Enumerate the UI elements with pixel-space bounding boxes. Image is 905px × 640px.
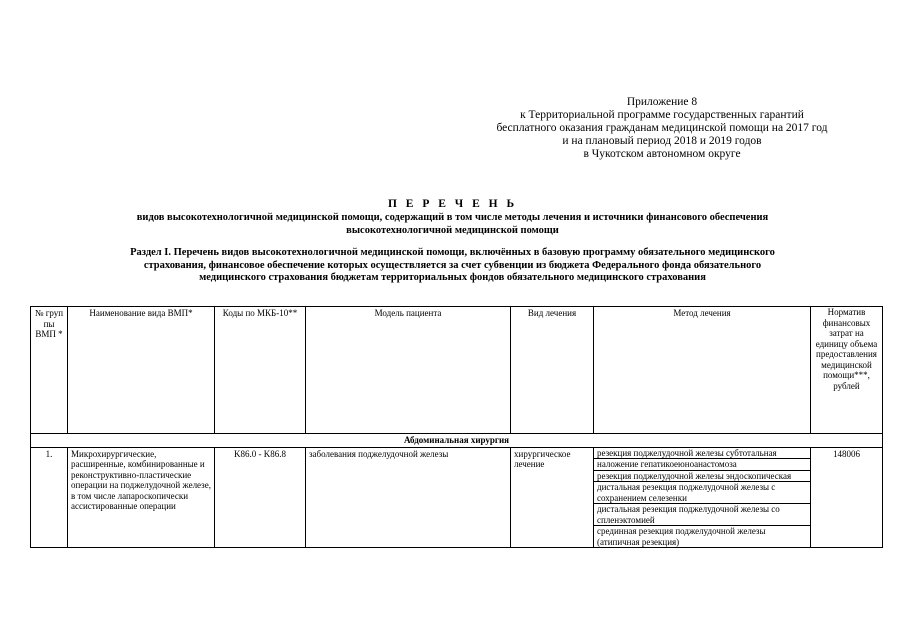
document-subtitle	[0, 212, 905, 237]
section-line: медицинского страхования бюджетам территориальных фондов обязательного медицинского страхования	[199, 272, 706, 283]
row-norm: 148006	[811, 447, 883, 548]
method-item: резекция поджелудочной железы субтотальная	[594, 448, 810, 460]
appendix-line: бесплатного оказания гражданам медицинской помощи на 2017 год	[496, 122, 828, 134]
header-codes: Коды по МКБ-10**	[215, 307, 306, 434]
row-name: Микрохирургические, расширенные, комбинированные и реконструктивно-пластические операции на поджелудочной железе, в том числе лапароскопически ассистированные операции	[68, 447, 215, 548]
table-header-row	[31, 307, 883, 434]
section-line: Раздел I. Перечень видов высокотехнологичной медицинской помощи, включённых в базовую программу обязательного медицинского	[130, 247, 775, 258]
row-num: 1.	[31, 447, 68, 548]
header-method: Метод лечения	[594, 307, 811, 434]
section-title	[0, 247, 905, 285]
header-norm: Норматив финансовых затрат на единицу объема предоставления медицинской помощи***, рублей	[811, 307, 883, 434]
appendix-line: к Территориальной программе государственных гарантий	[520, 109, 804, 121]
vmp-table	[30, 306, 883, 548]
row-methods	[594, 447, 811, 548]
section-line: страхования, финансовое обеспечение которых осуществляется за счет субвенции из бюджета Федерального фонда обязательного	[143, 259, 762, 271]
appendix-block	[452, 96, 872, 161]
method-item: резекция поджелудочной железы эндоскопическая	[594, 471, 810, 483]
appendix-line: Приложение 8	[626, 96, 698, 108]
appendix-line: в Чукотском автономном округе	[583, 148, 741, 160]
header-type: Вид лечения	[511, 307, 594, 434]
group-label: Абдоминальная хирургия	[31, 434, 883, 448]
subtitle-line: видов высокотехнологичной медицинской помощи, содержащий в том числе методы лечения и источники финансового обеспечения	[136, 212, 769, 223]
method-item: срединная резекция поджелудочной железы (атипичная резекция)	[597, 526, 766, 547]
method-item: наложение гепатикоеюноанастомоза	[594, 459, 810, 471]
subtitle-line: высокотехнологичной медицинской помощи	[346, 224, 559, 236]
group-row	[31, 434, 883, 448]
row-model: заболевания поджелудочной железы	[306, 447, 511, 548]
document-heading: П Е Р Е Ч Е Н Ь	[387, 198, 518, 210]
table-row	[31, 447, 883, 548]
appendix-line: и на плановый период 2018 и 2019 годов	[562, 135, 762, 147]
header-num: № груп пы ВМП *	[31, 307, 68, 434]
row-codes: K86.0 - K86.8	[215, 447, 306, 548]
header-name: Наименование вида ВМП*	[68, 307, 215, 434]
header-model: Модель пациента	[306, 307, 511, 434]
method-item: дистальная резекция поджелудочной железы со спленэктомией	[594, 504, 810, 526]
row-type: хирургическое лечение	[511, 447, 594, 548]
method-item: дистальная резекция поджелудочной железы с сохранением селезенки	[594, 482, 810, 504]
